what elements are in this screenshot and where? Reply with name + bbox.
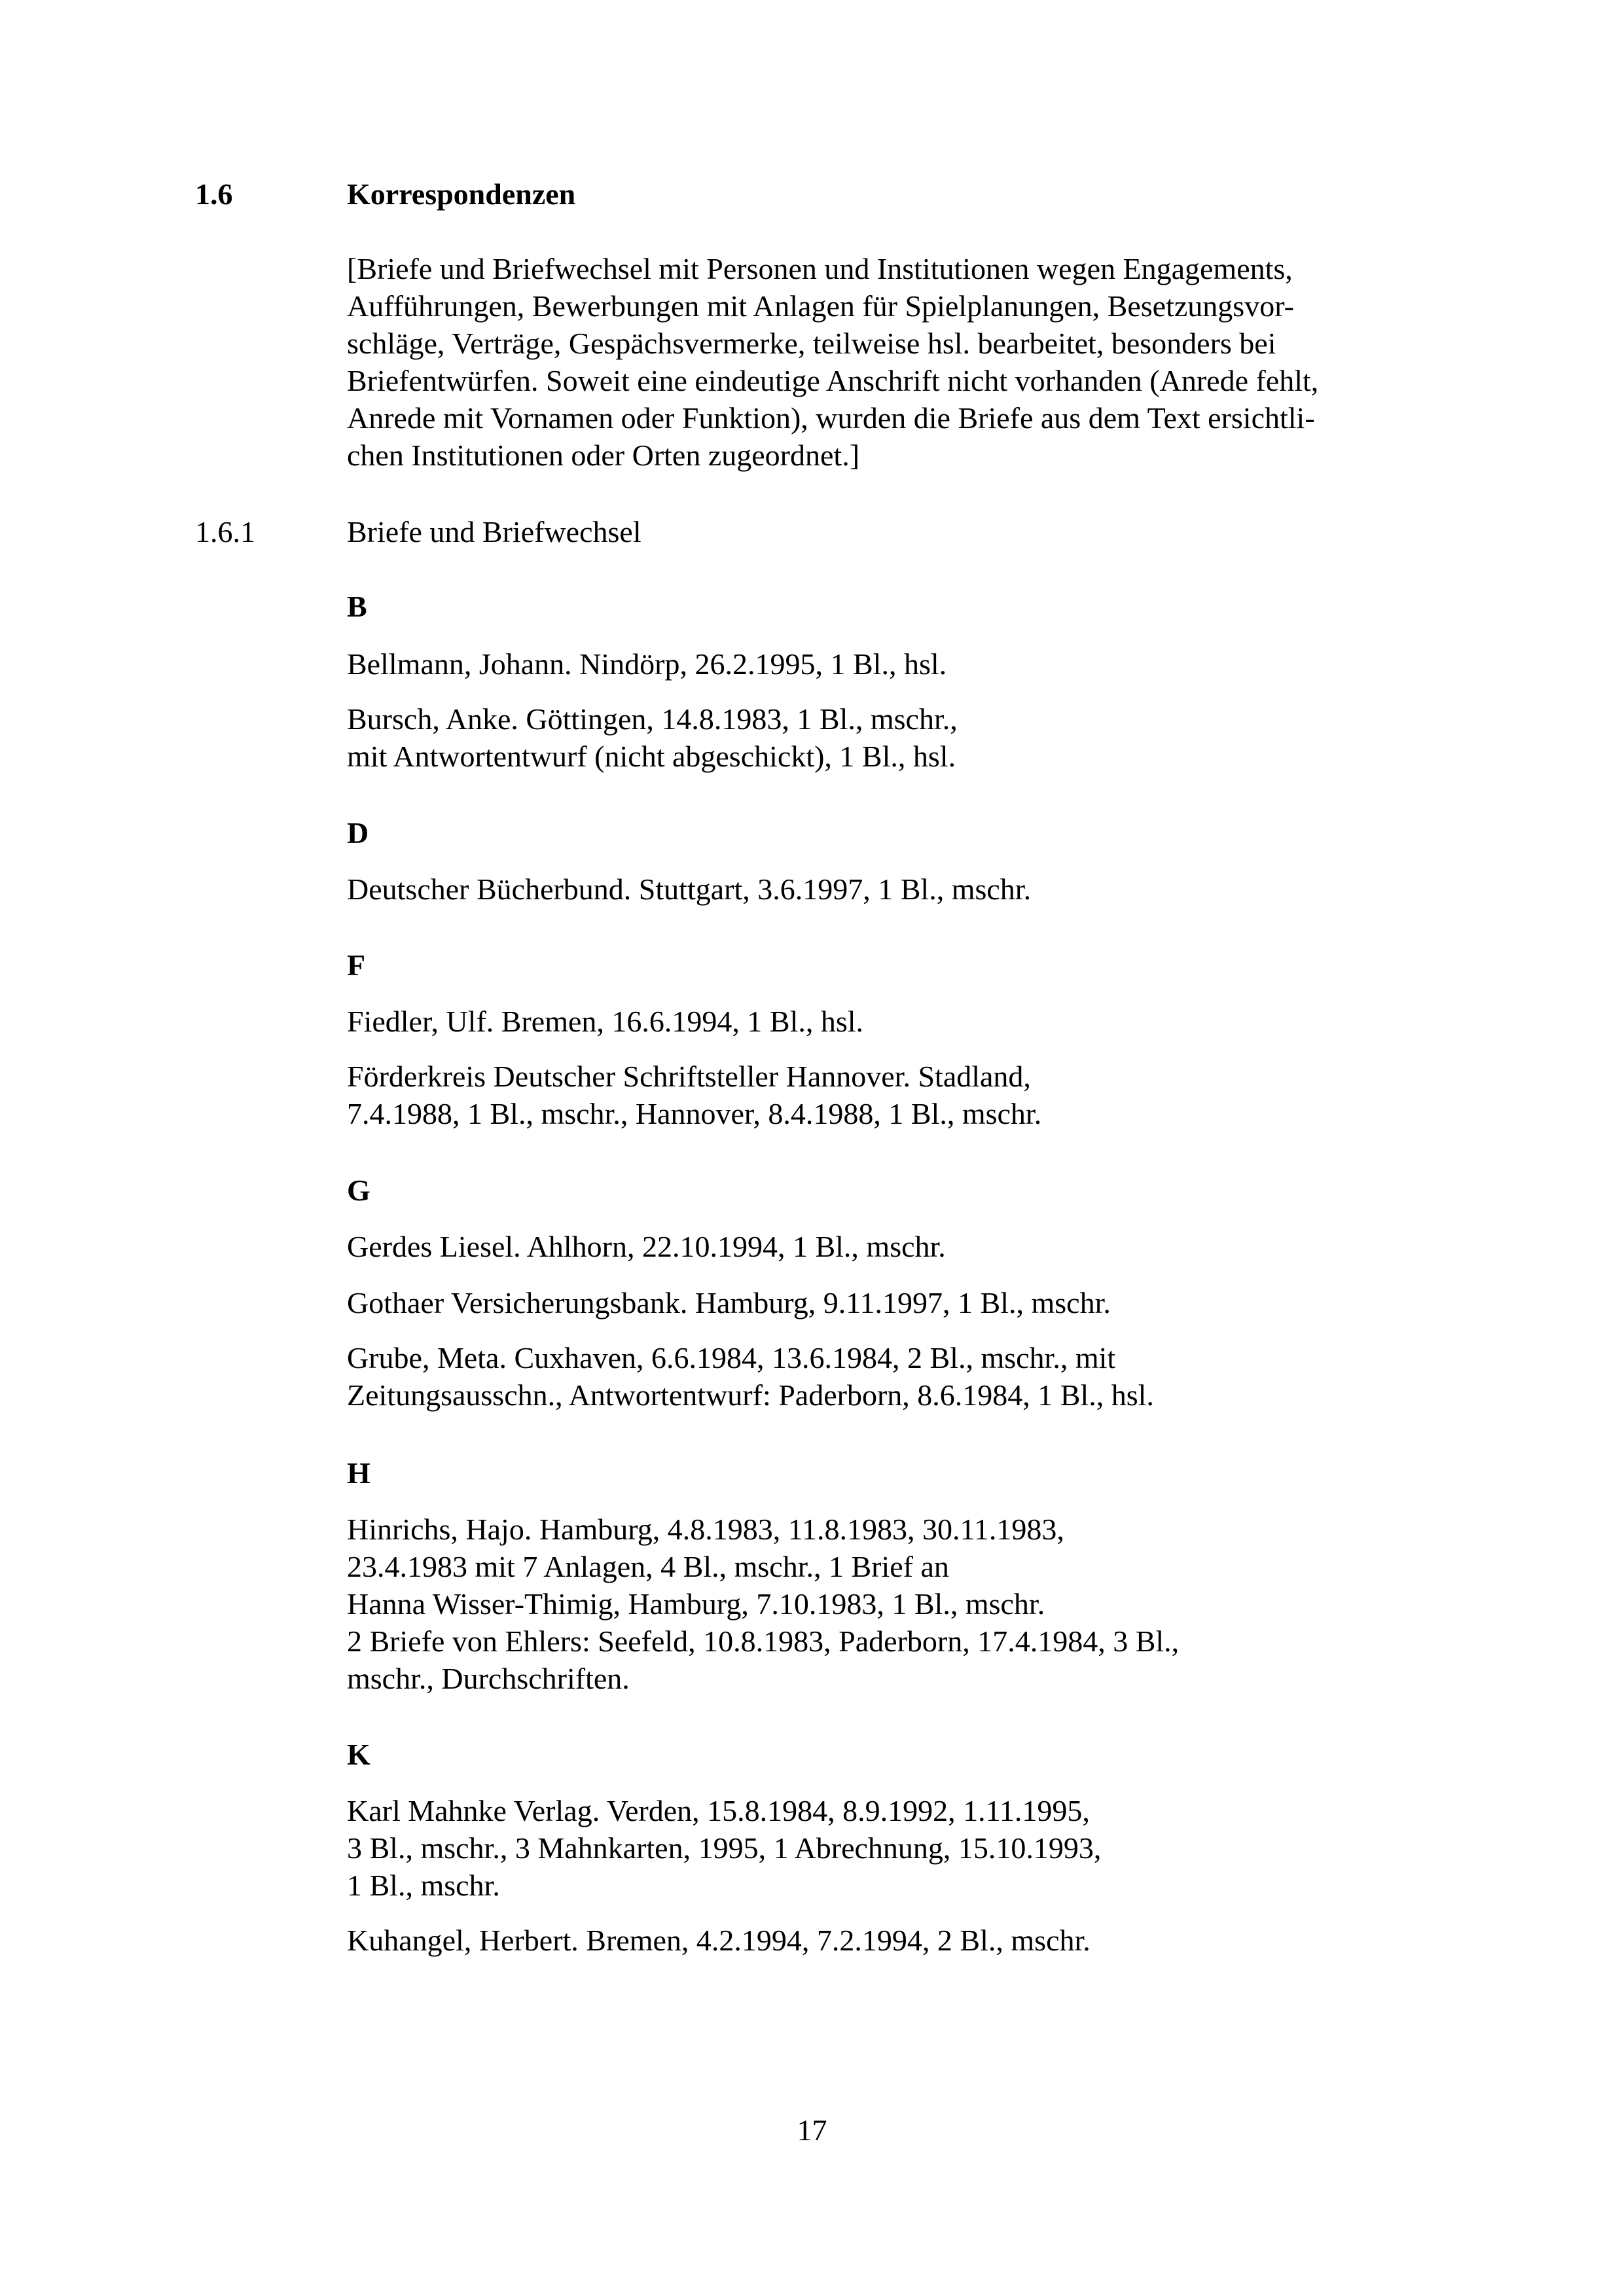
list-item: Bellmann, Johann. Nindörp, 26.2.1995, 1 Bl., hsl. — [347, 647, 947, 681]
group-letter-d: D — [347, 816, 369, 850]
page-number: 17 — [797, 2113, 827, 2147]
list-item: Bursch, Anke. Göttingen, 14.8.1983, 1 Bl., mschr., mit Antwortentwurf (nicht abgeschickt), 1 Bl., hsl. — [347, 702, 958, 773]
list-item: Hinrichs, Hajo. Hamburg, 4.8.1983, 11.8.1983, 30.11.1983, 23.4.1983 mit 7 Anlagen, 4 Bl., mschr., 1 Brief an Hanna Wisser-Thimig, Hamburg, 7.10.1983, 1 Bl., mschr. 2 Briefe von Ehlers: Seefeld, 10.8.1983, Paderborn, 17.4.1984, 3 Bl., mschr., Durchschriften. — [347, 1513, 1180, 1695]
intro-line: Aufführungen, Bewerbungen mit Anlagen für Spielplanungen, Besetzungsvor- — [347, 289, 1294, 323]
subsection-number: 1.6.1 — [195, 515, 255, 548]
list-item: Gerdes Liesel. Ahlhorn, 22.10.1994, 1 Bl., mschr. — [347, 1230, 946, 1263]
intro-line: Anrede mit Vornamen oder Funktion), wurden die Briefe aus dem Text ersichtli- — [347, 401, 1315, 435]
intro-line: chen Institutionen oder Orten zugeordnet.] — [347, 439, 860, 472]
section-title: Korrespondenzen — [347, 177, 576, 211]
list-item: Fiedler, Ulf. Bremen, 16.6.1994, 1 Bl., hsl. — [347, 1005, 864, 1038]
group-letter-b: B — [347, 590, 367, 623]
group-letter-k: K — [347, 1738, 370, 1771]
group-letter-h: H — [347, 1456, 370, 1490]
subsection-title: Briefe und Briefwechsel — [347, 515, 641, 548]
intro-line: schläge, Verträge, Gespächsvermerke, teilweise hsl. bearbeitet, besonders bei — [347, 327, 1276, 360]
list-item: Deutscher Bücherbund. Stuttgart, 3.6.1997, 1 Bl., mschr. — [347, 872, 1032, 906]
group-letter-f: F — [347, 948, 366, 982]
list-item: Gothaer Versicherungsbank. Hamburg, 9.11.1997, 1 Bl., mschr. — [347, 1286, 1111, 1319]
list-item: Kuhangel, Herbert. Bremen, 4.2.1994, 7.2.1994, 2 Bl., mschr. — [347, 1924, 1091, 1957]
section-intro — [347, 250, 1430, 474]
intro-line: Briefentwürfen. Soweit eine eindeutige Anschrift nicht vorhanden (Anrede fehlt, — [347, 364, 1319, 397]
intro-line: [Briefe und Briefwechsel mit Personen und Institutionen wegen Engagements, — [347, 252, 1293, 285]
list-item: Grube, Meta. Cuxhaven, 6.6.1984, 13.6.1984, 2 Bl., mschr., mit Zeitungsausschn., Antwortentwurf: Paderborn, 8.6.1984, 1 Bl., hsl. — [347, 1341, 1154, 1412]
list-item: Förderkreis Deutscher Schriftsteller Hannover. Stadland, 7.4.1988, 1 Bl., mschr., Hannover, 8.4.1988, 1 Bl., mschr. — [347, 1060, 1042, 1130]
section-number: 1.6 — [195, 177, 233, 211]
group-letter-g: G — [347, 1174, 370, 1207]
list-item: Karl Mahnke Verlag. Verden, 15.8.1984, 8.9.1992, 1.11.1995, 3 Bl., mschr., 3 Mahnkarten, 1995, 1 Abrechnung, 15.10.1993, 1 Bl., mschr. — [347, 1794, 1102, 1902]
